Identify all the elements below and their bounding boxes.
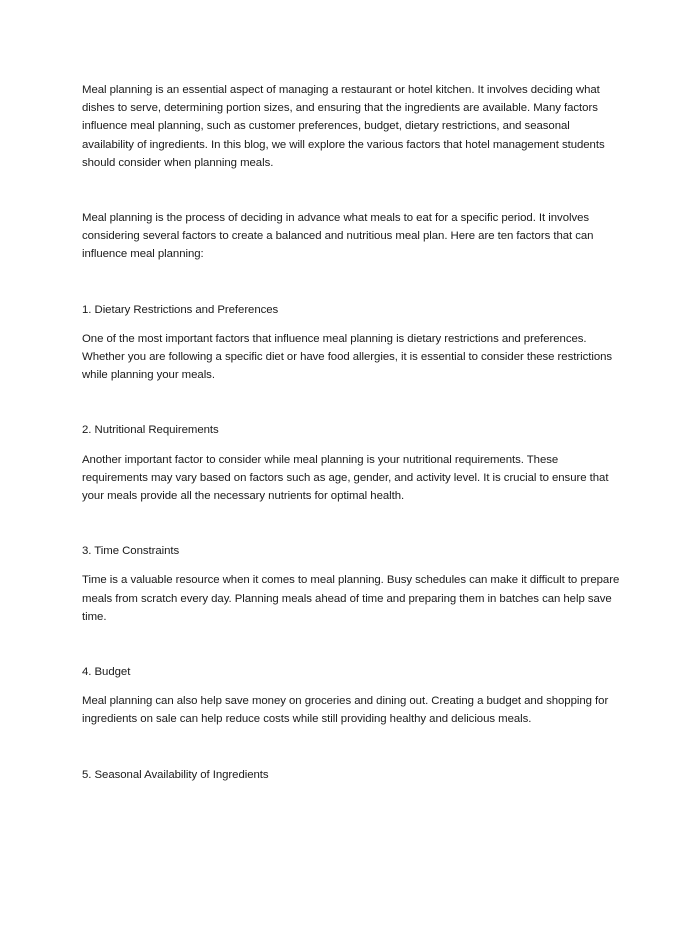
section-heading-seasonal: 5. Seasonal Availability of Ingredients [82,768,269,781]
section-body-budget: Meal planning can also help save money on groceries and dining out. Creating a budget and shopping for ingredients on sale can help reduce costs while still providing healthy and delicious meals. [82,695,609,726]
intro-paragraph: Meal planning is an essential aspect of managing a restaurant or hotel kitchen. It involves deciding what dishes to serve, determining portion sizes, and ensuring that the ingredients are available. Many factors influence meal planning, such as customer preferences, budget, dietary restrictions, and seasonal availability of ingredients. In this blog, we will explore the various factors that hotel management students should consider when planning meals. [82,84,605,169]
spacer [82,384,622,421]
section-heading-nutritional: 2. Nutritional Requirements [82,424,219,437]
section-heading-budget: 4. Budget [82,666,131,679]
spacer [82,729,622,766]
spacer [82,319,622,330]
spacer [82,264,622,301]
section-heading-time: 3. Time Constraints [82,545,180,558]
spacer [82,172,622,209]
section-heading-dietary: 1. Dietary Restrictions and Preferences [82,303,279,316]
definition-paragraph: Meal planning is the process of deciding in advance what meals to eat for a specific period. It involves considering several factors to create a balanced and nutritious meal plan. Here are ten factors that can influence meal planning: [82,212,594,261]
spacer [82,626,622,663]
section-body-dietary: One of the most important factors that influence meal planning is dietary restrictions and preferences. Whether you are following a specific diet or have food allergies, it is essential to consider these restrictions while planning your meals. [82,332,613,382]
spacer [82,440,622,451]
spacer [82,505,622,542]
section-body-time: Time is a valuable resource when it comes to meal planning. Busy schedules can make it difficult to prepare meals from scratch every day. Planning meals ahead of time and preparing them in batches can help save time. [82,574,620,623]
document-body [82,81,622,784]
spacer [82,681,622,692]
spacer [82,560,622,571]
section-body-nutritional: Another important factor to consider while meal planning is your nutritional requirements. These requirements may vary based on factors such as age, gender, and activity level. It is crucial to ensure that your meals provide all the necessary nutrients for optimal health. [82,453,609,503]
